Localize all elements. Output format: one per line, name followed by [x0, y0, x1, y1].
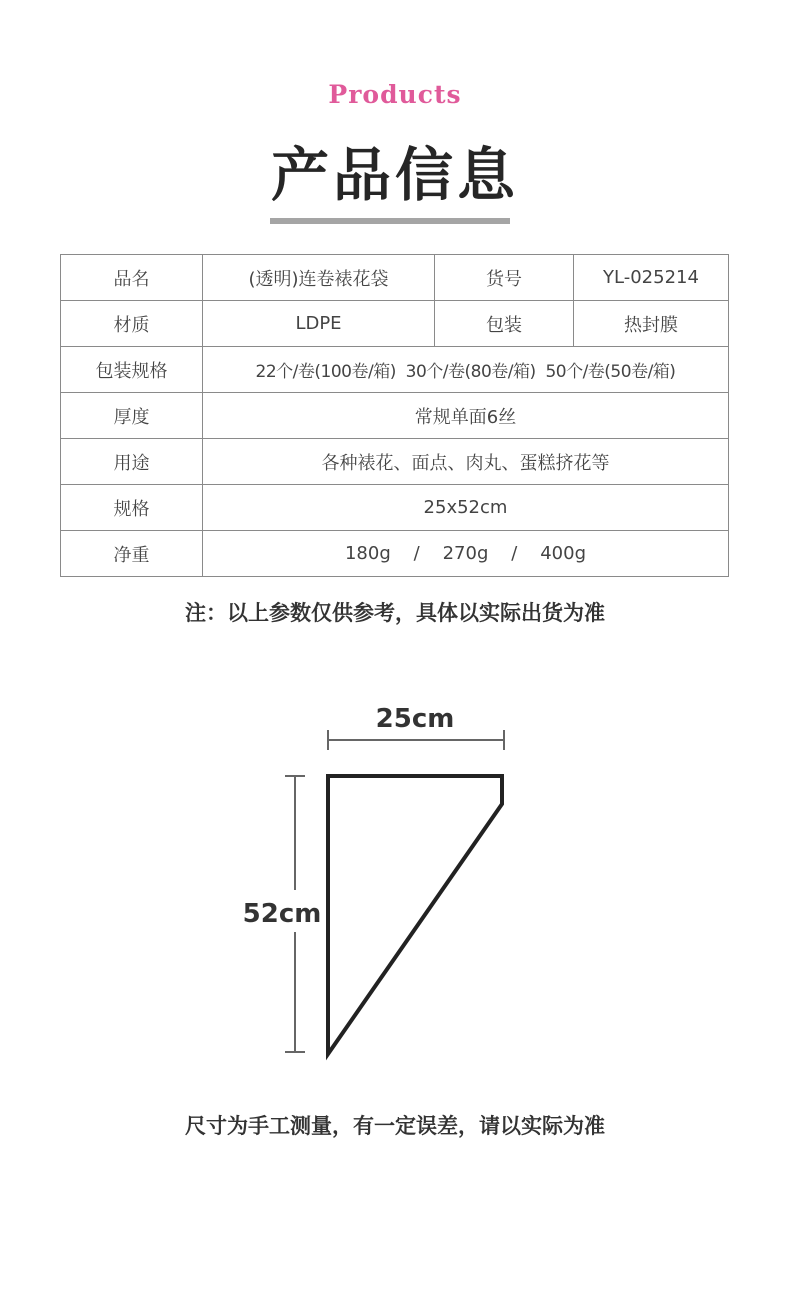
height-dimension — [243, 776, 322, 1052]
measurement-note: 尺寸为手工测量，有一定误差，请以实际为准 — [185, 1114, 605, 1138]
value-usage: 各种裱花、面点、肉丸、蛋糕挤花等 — [203, 439, 729, 485]
value-material: LDPE — [203, 301, 435, 347]
value-item-number: YL-025214 — [574, 255, 729, 301]
value-product-name: (透明)连卷裱花袋 — [203, 255, 435, 301]
value-packaging: 热封膜 — [574, 301, 729, 347]
spec-table — [60, 254, 729, 577]
table-row-product-name — [61, 255, 729, 301]
label-size: 规格 — [61, 485, 203, 531]
value-thickness: 常规单面6丝 — [203, 393, 729, 439]
table-row-usage — [61, 439, 729, 485]
height-label: 52cm — [242, 899, 322, 929]
title-underline — [270, 218, 510, 224]
width-label: 25cm — [375, 704, 455, 734]
piping-bag-outline — [328, 776, 502, 1054]
table-row-material — [61, 301, 729, 347]
size-diagram — [0, 690, 790, 1070]
table-row-package-spec — [61, 347, 729, 393]
label-package-spec: 包装规格 — [61, 347, 203, 393]
reference-note: 注：以上参数仅供参考，具体以实际出货为准 — [185, 601, 605, 625]
value-package-spec: 22个/卷(100卷/箱) 30个/卷(80卷/箱) 50个/卷(50卷/箱) — [203, 347, 729, 393]
label-thickness: 厚度 — [61, 393, 203, 439]
page-title: 产品信息 — [270, 141, 519, 209]
label-material: 材质 — [61, 301, 203, 347]
width-dimension — [328, 704, 504, 750]
value-size: 25x52cm — [203, 485, 729, 531]
table-row-net-weight — [61, 531, 729, 577]
label-net-weight: 净重 — [61, 531, 203, 577]
products-subtitle: Products — [328, 80, 462, 109]
value-net-weight: 180g / 270g / 400g — [203, 531, 729, 577]
label-usage: 用途 — [61, 439, 203, 485]
label-packaging: 包装 — [435, 301, 574, 347]
label-product-name: 品名 — [61, 255, 203, 301]
table-row-size — [61, 485, 729, 531]
label-item-number: 货号 — [435, 255, 574, 301]
table-row-thickness — [61, 393, 729, 439]
